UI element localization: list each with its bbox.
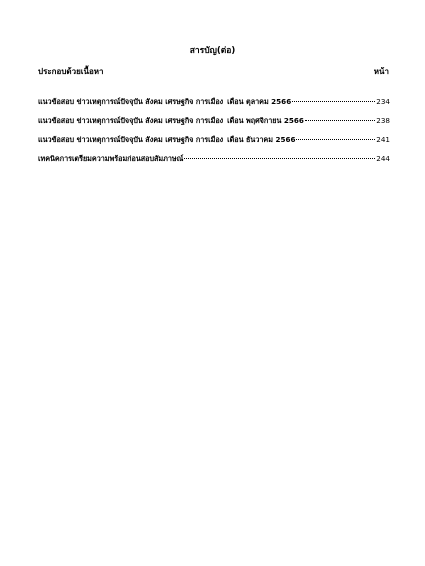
toc-entry-topic: แนวข้อสอบ ข่าวเหตุการณ์ปัจจุบัน สังคม เศรษฐกิจ การเมือง: [38, 116, 224, 125]
toc-entry-page: 238: [376, 116, 390, 125]
toc-entry-topic: แนวข้อสอบ ข่าวเหตุการณ์ปัจจุบัน สังคม เศรษฐกิจ การเมือง: [38, 97, 224, 106]
toc-entry-page: 241: [376, 135, 390, 144]
toc-entry[interactable]: [38, 154, 390, 173]
content-column-heading: ประกอบด้วยเนื้อหา: [38, 67, 104, 76]
toc-entry-month: เดือน พฤศจิกายน 2566: [227, 116, 304, 125]
toc-entry-title: [38, 135, 295, 146]
toc-entry-topic: เทคนิคการเตรียมความพร้อมก่อนสอบสัมภาษณ์: [38, 154, 184, 163]
toc-entry-month: เดือน ตุลาคม 2566: [227, 97, 292, 106]
toc-entry[interactable]: [38, 135, 390, 154]
toc-entry-month: เดือน ธันวาคม 2566: [227, 135, 296, 144]
dot-leader: [292, 101, 375, 102]
toc-entry[interactable]: [38, 97, 390, 116]
toc-entry-page: 244: [376, 154, 390, 163]
toc-entry-list: [38, 97, 390, 173]
toc-entry-topic: แนวข้อสอบ ข่าวเหตุการณ์ปัจจุบัน สังคม เศรษฐกิจ การเมือง: [38, 135, 224, 144]
toc-entry[interactable]: [38, 116, 390, 135]
dot-leader: [184, 158, 375, 159]
dot-leader: [296, 139, 375, 140]
toc-entry-title: [38, 154, 183, 165]
dot-leader: [305, 120, 375, 121]
page-column-heading: หน้า: [373, 67, 389, 76]
toc-entry-title: [38, 97, 291, 108]
toc-entry-page: 234: [376, 97, 390, 106]
toc-entry-title: [38, 116, 304, 127]
toc-title: สารบัญ(ต่อ): [189, 46, 236, 56]
